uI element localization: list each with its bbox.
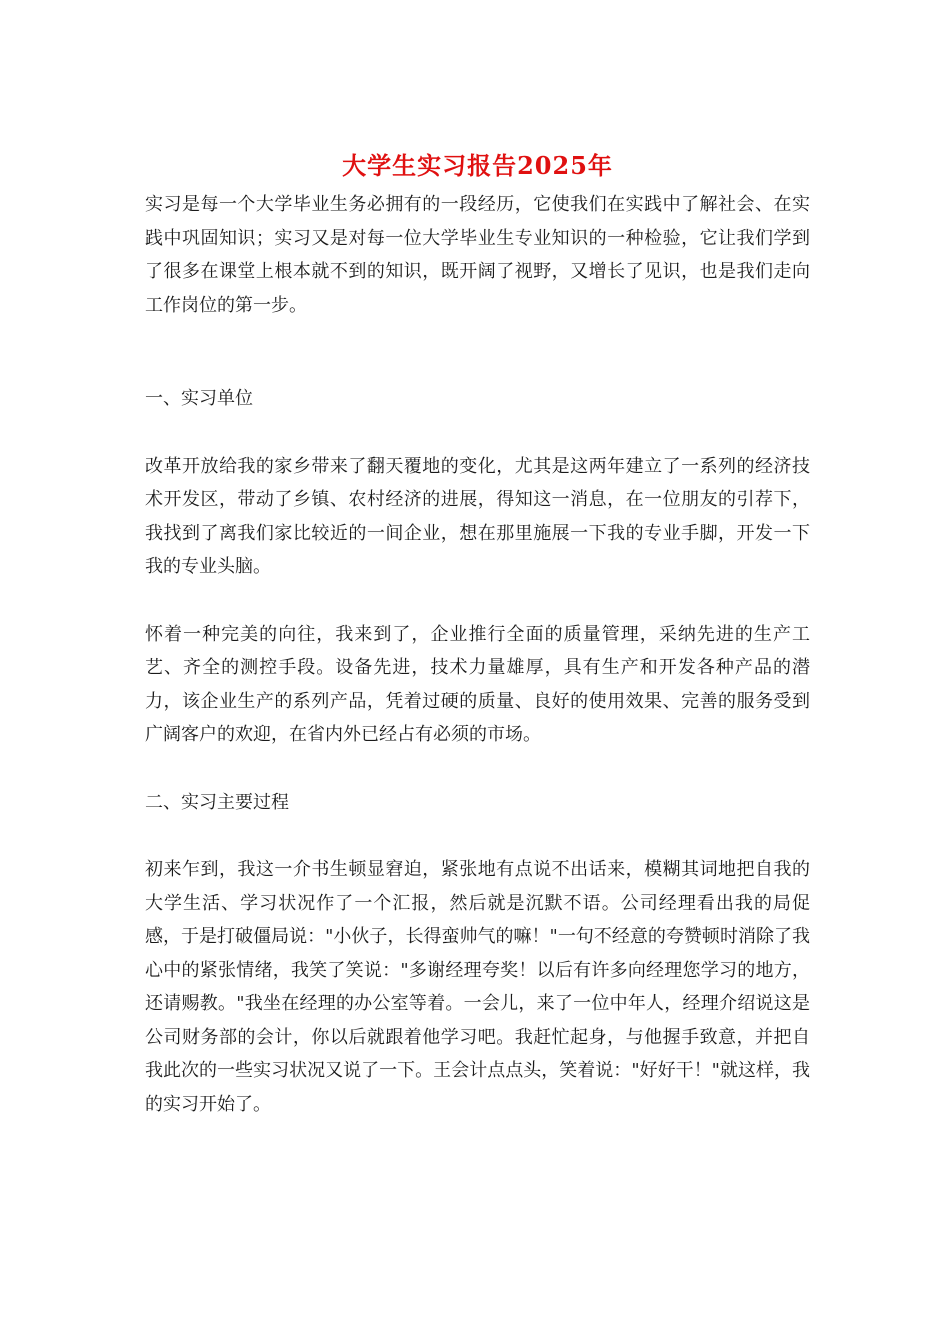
spacer xyxy=(145,752,810,786)
spacer xyxy=(145,322,810,382)
document-page xyxy=(145,150,810,1121)
section1-paragraph-1: 改革开放给我的家乡带来了翻天覆地的变化，尤其是这两年建立了一系列的经济技术开发区，带动了乡镇、农村经济的进展，得知这一消息，在一位朋友的引荐下，我找到了离我们家比较近的一间企业，想在那里施展一下我的专业手脚，开发一下我的专业头脑。 xyxy=(145,455,810,577)
spacer xyxy=(145,819,810,853)
document-title: 大学生实习报告2025年 xyxy=(342,151,613,180)
spacer xyxy=(145,584,810,618)
section-heading-internship-unit: 一、实习单位 xyxy=(145,388,253,409)
spacer xyxy=(145,416,810,450)
intro-paragraph: 实习是每一个大学毕业生务必拥有的一段经历，它使我们在实践中了解社会、在实践中巩固知识；实习又是对每一位大学毕业生专业知识的一种检验，它让我们学到了很多在课堂上根本就不到的知识，既开阔了视野，又增长了见识，也是我们走向工作岗位的第一步。 xyxy=(145,194,810,316)
section-heading-internship-process: 二、实习主要过程 xyxy=(145,791,289,813)
section2-paragraph-1: 初来乍到，我这一介书生顿显窘迫，紧张地有点说不出话来，模糊其词地把自我的大学生活、学习状况作了一个汇报，然后就是沉默不语。公司经理看出我的局促感，于是打破僵局说："小伙子，长得蛮帅气的嘛！"一句不经意的夸赞顿时消除了我心中的紧张情绪，我笑了笑说："多谢经理夸奖！以后有许多向经理您学习的地方，还请赐教。"我坐在经理的办公室等着。一会儿，来了一位中年人，经理介绍说这是公司财务部的会计，你以后就跟着他学习吧。我赶忙起身，与他握手致意，并把自我此次的一些实习状况又说了一下。王会计点点头，笑着说："好好干！"就这样，我的实习开始了。 xyxy=(145,859,810,1115)
section1-paragraph-2: 怀着一种完美的向往，我来到了，企业推行全面的质量管理，采纳先进的生产工艺、齐全的测控手段。设备先进，技术力量雄厚，具有生产和开发各种产品的潜力，该企业生产的系列产品，凭着过硬的质量、良好的使用效果、完善的服务受到广阔客户的欢迎，在省内外已经占有必须的市场。 xyxy=(145,623,810,745)
